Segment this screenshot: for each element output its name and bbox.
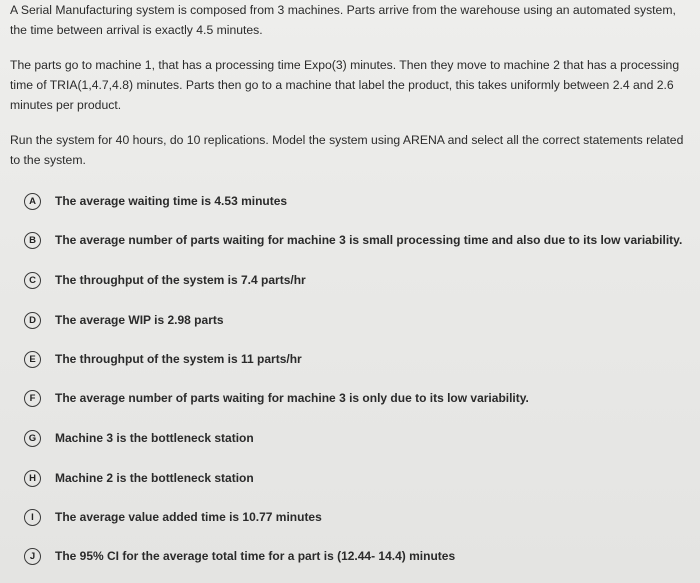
option-f-letter-badge: F	[24, 390, 41, 407]
option-f[interactable]	[24, 388, 529, 408]
option-b-text: The average number of parts waiting for machine 3 is small processing time and also due to its low variability.	[55, 233, 683, 247]
option-i-letter-badge: I	[24, 509, 41, 526]
option-d-letter-badge: D	[24, 312, 41, 329]
option-e-text: The throughput of the system is 11 parts/hr	[55, 352, 302, 366]
question-paragraph-instructions: Run the system for 40 hours, do 10 replications. Model the system using ARENA and select all the correct statements related to the system.	[10, 133, 684, 167]
option-h-text: Machine 2 is the bottleneck station	[55, 471, 254, 485]
option-j-text: The 95% CI for the average total time for a part is (12.44- 14.4) minutes	[55, 549, 456, 563]
option-c[interactable]	[24, 270, 306, 290]
option-h-letter-badge: H	[24, 470, 41, 487]
option-b-letter-badge: B	[24, 232, 41, 249]
option-d[interactable]	[24, 310, 224, 330]
option-g-letter-badge: G	[24, 430, 41, 447]
option-e[interactable]	[24, 349, 302, 369]
question-paragraph-intro: A Serial Manufacturing system is composed from 3 machines. Parts arrive from the warehouse using an automated system, the time between arrival is exactly 4.5 minutes.	[10, 3, 676, 37]
option-d-text: The average WIP is 2.98 parts	[55, 313, 224, 327]
option-c-letter-badge: C	[24, 272, 41, 289]
option-a-text: The average waiting time is 4.53 minutes	[55, 194, 288, 208]
option-g-text: Machine 3 is the bottleneck station	[55, 431, 254, 445]
option-j[interactable]	[24, 546, 455, 566]
option-a-letter-badge: A	[24, 193, 41, 210]
option-i[interactable]	[24, 507, 322, 527]
option-b[interactable]	[24, 230, 682, 250]
option-g[interactable]	[24, 428, 254, 448]
question-paragraph-process: The parts go to machine 1, that has a processing time Expo(3) minutes. Then they move to machine 2 that has a processing time of TRIA(1,4.7,4.8) minutes. Parts then go to a machine that label the product, this takes uniformly between 2.4 and 2.6 minutes per product.	[10, 58, 680, 112]
option-h[interactable]	[24, 468, 254, 488]
option-f-text: The average number of parts waiting for machine 3 is only due to its low variability.	[55, 391, 529, 405]
option-a[interactable]	[24, 191, 287, 211]
option-c-text: The throughput of the system is 7.4 parts/hr	[55, 273, 306, 287]
option-j-letter-badge: J	[24, 548, 41, 565]
option-i-text: The average value added time is 10.77 minutes	[55, 510, 322, 524]
option-e-letter-badge: E	[24, 351, 41, 368]
